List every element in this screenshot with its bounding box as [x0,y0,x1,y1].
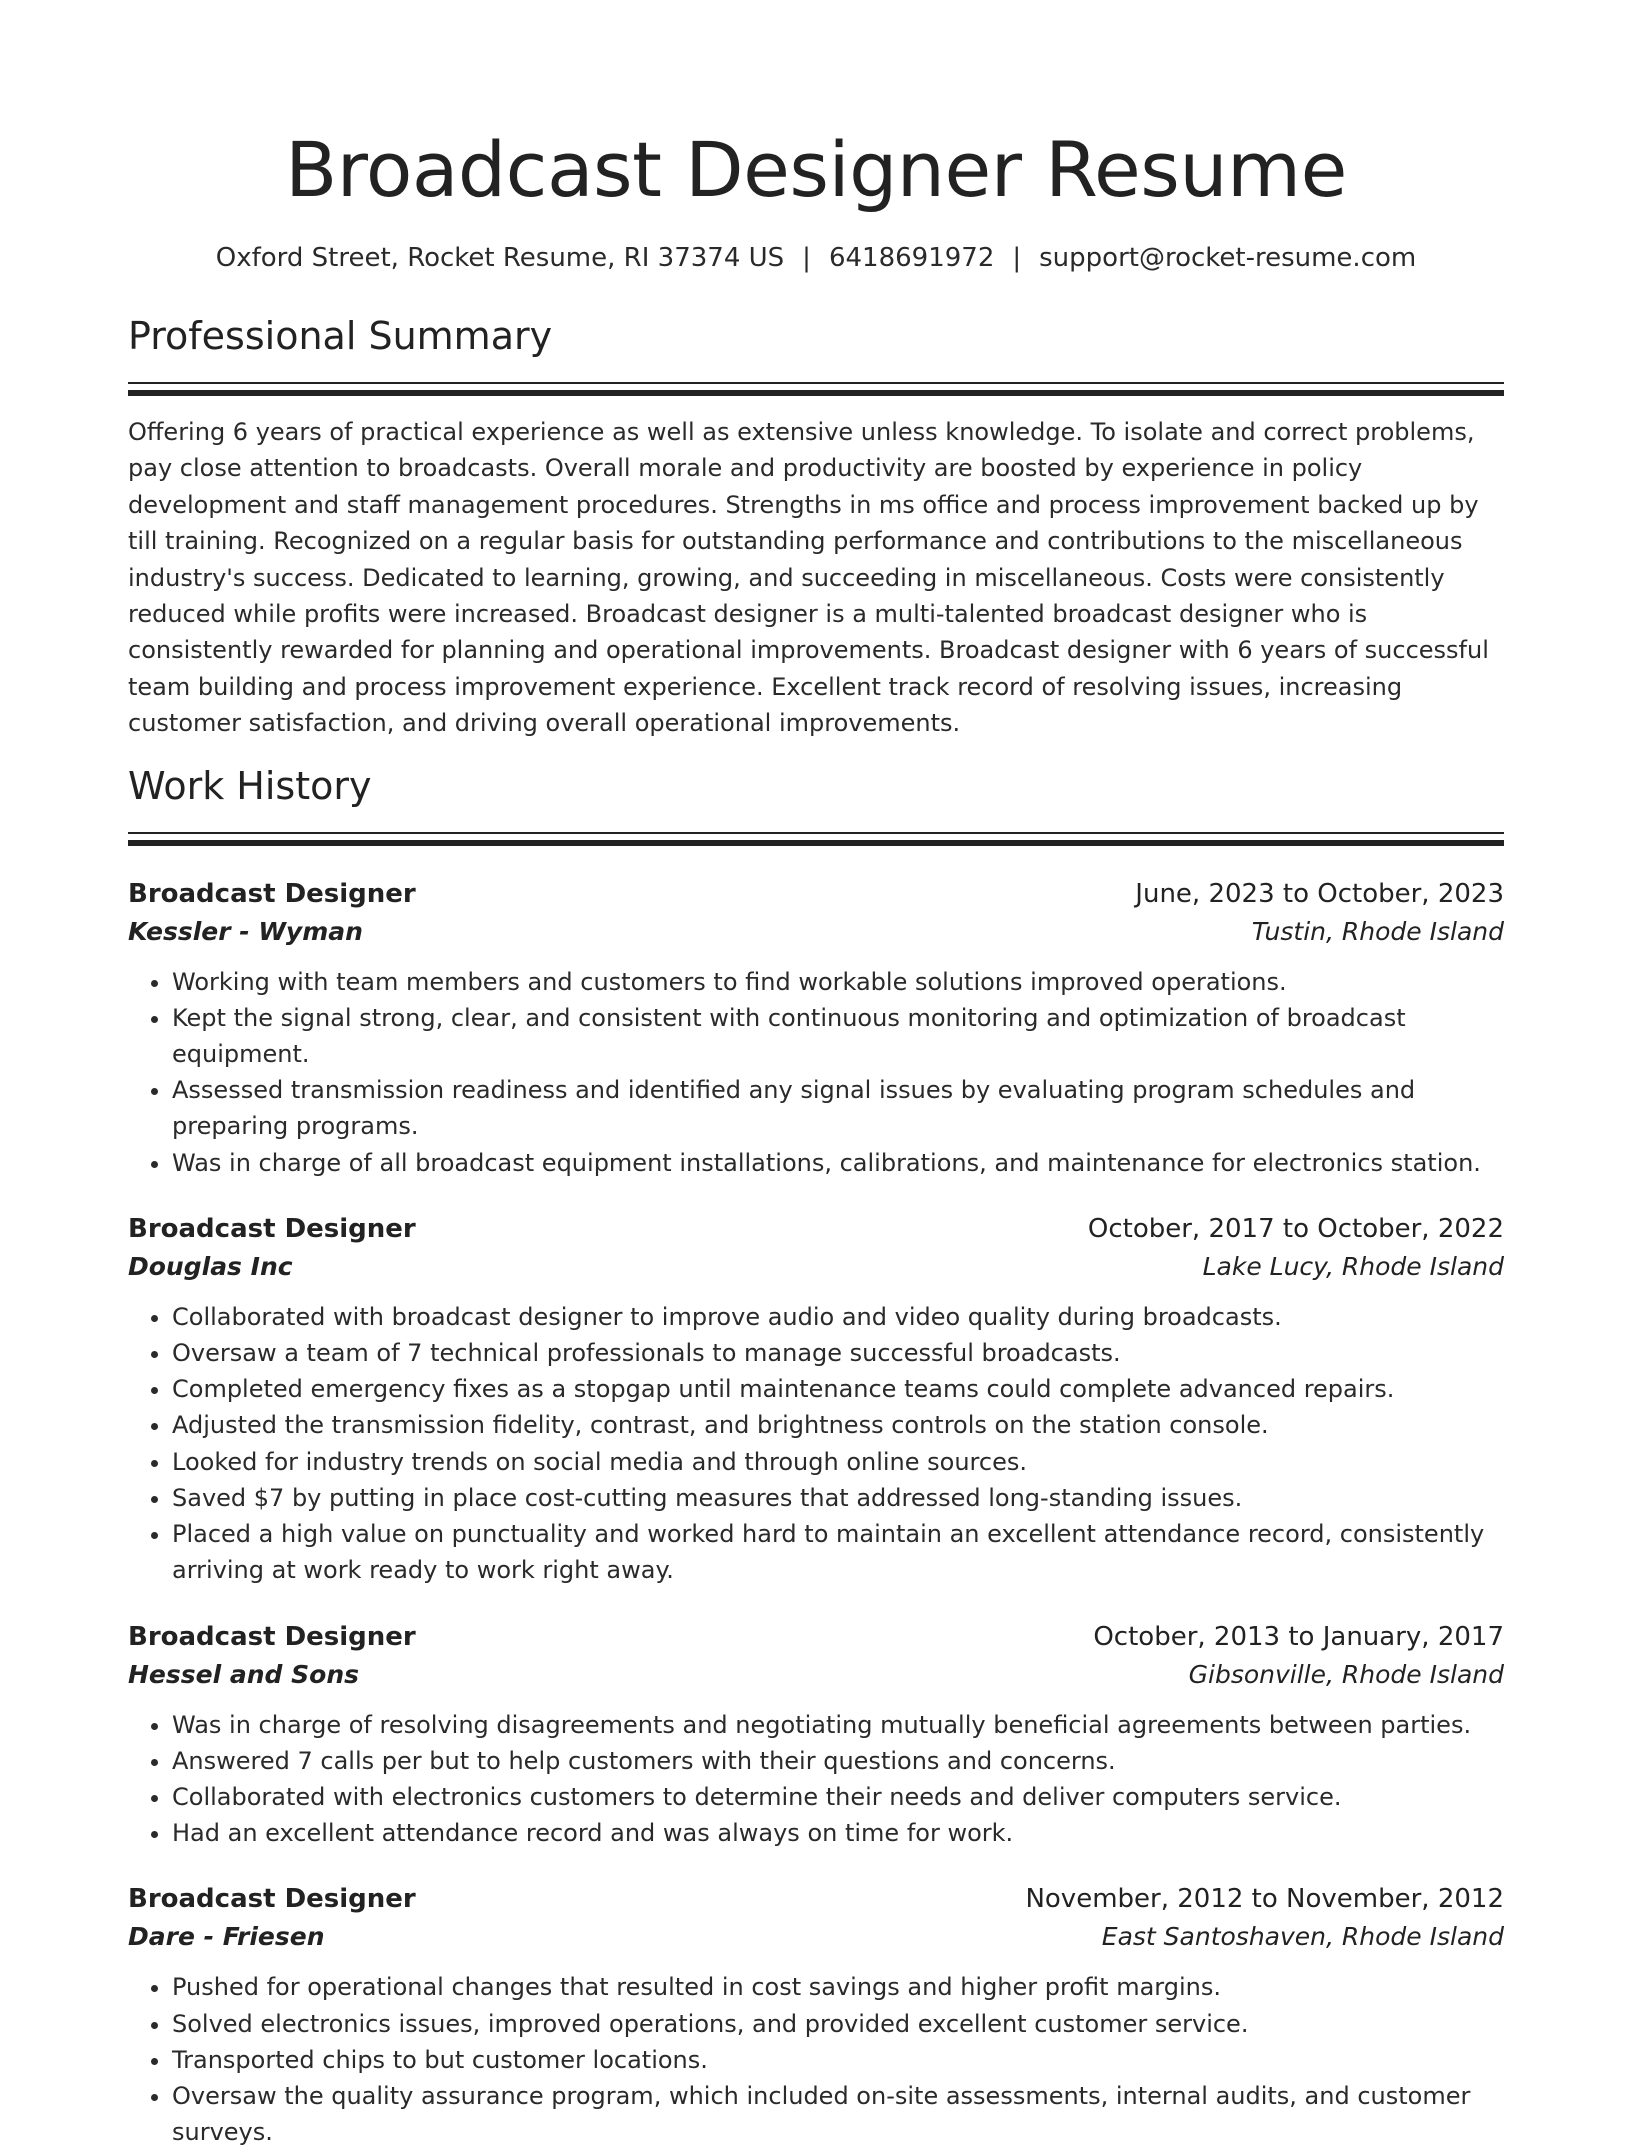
contact-email: support@rocket-resume.com [1039,243,1417,273]
contact-line [128,242,1504,274]
job-bullet: • Was in charge of resolving disagreements and negotiating mutually beneficial agreements between parties. [172,1707,1504,1743]
job-subheader-row [128,1917,1504,1957]
page-title: Broadcast Designer Resume [285,125,1347,214]
job-dates: June, 2023 to October, 2023 [1135,878,1504,909]
job-bullet: • Oversaw the quality assurance program, which included on-site assessments, internal audits, and customer surveys. [172,2078,1504,2150]
job-bullet: • Completed emergency fixes as a stopgap until maintenance teams could complete advanced repairs. [172,1371,1504,1407]
job-bullet: • Looked for industry trends on social media and through online sources. [172,1444,1504,1480]
job-bullet: • Working with team members and customers to find workable solutions improved operations. [172,964,1504,1000]
job-title: Broadcast Designer [128,1884,416,1915]
job-header-row [128,876,1504,912]
contact-phone: 6418691972 [828,243,995,273]
job-entry [128,1881,1504,2150]
job-subheader-row [128,1655,1504,1695]
job-subheader-row [128,1247,1504,1287]
professional-summary-section [128,312,1504,742]
job-bullet-list [128,964,1504,1181]
contact-address: Oxford Street, Rocket Resume, RI 37374 US [215,243,785,273]
job-company: Hessel and Sons [128,1659,359,1689]
section-divider [128,390,1504,396]
job-bullet: • Oversaw a team of 7 technical professionals to manage successful broadcasts. [172,1335,1504,1371]
job-bullet-list [128,1707,1504,1852]
job-bullet: • Answered 7 calls per but to help customers with their questions and concerns. [172,1743,1504,1779]
job-subheader-row [128,912,1504,952]
job-title: Broadcast Designer [128,1621,416,1652]
job-location: Tustin, Rhode Island [1251,916,1504,946]
job-entry [128,876,1504,1181]
job-bullet: • Kept the signal strong, clear, and consistent with continuous monitoring and optimization of broadcast equipment. [172,1000,1504,1072]
job-bullet: • Placed a high value on punctuality and worked hard to maintain an excellent attendance record, consistently arriving at work ready to work right away. [172,1516,1504,1588]
job-bullet: • Was in charge of all broadcast equipment installations, calibrations, and maintenance for electronics station. [172,1145,1504,1181]
section-heading: Professional Summary [128,314,553,358]
section-divider [128,840,1504,846]
job-bullet: • Collaborated with broadcast designer to improve audio and video quality during broadcasts. [172,1299,1504,1335]
job-bullet: • Transported chips to but customer locations. [172,2042,1504,2078]
job-bullet-list [128,1299,1504,1589]
job-location: Gibsonville, Rhode Island [1188,1659,1504,1689]
section-divider [128,382,1504,384]
job-bullet: • Saved $7 by putting in place cost-cutting measures that addressed long-standing issues. [172,1480,1504,1516]
job-header-row [128,1211,1504,1247]
job-bullet: • Collaborated with electronics customers to determine their needs and deliver computers service. [172,1779,1504,1815]
job-header-row [128,1619,1504,1655]
job-title: Broadcast Designer [128,1213,416,1244]
section-heading: Work History [128,763,372,808]
summary-text: Offering 6 years of practical experience as well as extensive unless knowledge. To isolate and correct problems, pay close attention to broadcasts. Overall morale and productivity are boosted by experience in policy development and staff management procedures. Strengths in ms office and process improvement backed up by till training. Recognized on a regular basis for outstanding performance and contributions to the miscellaneous industry's success. Dedicated to learning, growing, and succeeding in miscellaneous. Costs were consistently reduced while profits were increased. Broadcast designer is a multi-talented broadcast designer who is consistently rewarded for planning and operational improvements. Broadcast designer with 6 years of successful team building and process improvement experience. Excellent track record of resolving issues, increasing customer satisfaction, and driving overall operational improvements. [128,418,1489,738]
job-company: Dare - Friesen [128,1922,325,1952]
section-divider [128,832,1504,834]
job-header-row [128,1881,1504,1917]
job-location: East Santoshaven, Rhode Island [1101,1922,1504,1952]
job-entry [128,1619,1504,1852]
job-bullet: • Adjusted the transmission fidelity, contrast, and brightness controls on the station console. [172,1407,1504,1443]
job-bullet: • Solved electronics issues, improved operations, and provided excellent customer service. [172,2006,1504,2042]
job-dates: October, 2013 to January, 2017 [1093,1621,1504,1652]
job-dates: October, 2017 to October, 2022 [1087,1213,1504,1244]
job-bullet-list [128,1969,1504,2150]
job-list [128,876,1504,2150]
contact-separator: | [1012,243,1022,273]
job-company: Douglas Inc [128,1251,293,1281]
job-company: Kessler - Wyman [128,916,363,946]
job-bullet: • Pushed for operational changes that resulted in cost savings and higher profit margins. [172,1969,1504,2005]
contact-separator: | [802,243,811,273]
work-history-section [128,762,1504,2150]
job-bullet: • Had an excellent attendance record and was always on time for work. [172,1815,1504,1851]
job-title: Broadcast Designer [128,878,416,909]
job-dates: November, 2012 to November, 2012 [1025,1884,1504,1915]
job-location: Lake Lucy, Rhode Island [1202,1251,1504,1281]
job-entry [128,1211,1504,1589]
job-bullet: • Assessed transmission readiness and identified any signal issues by evaluating program schedules and preparing programs. [172,1072,1504,1144]
